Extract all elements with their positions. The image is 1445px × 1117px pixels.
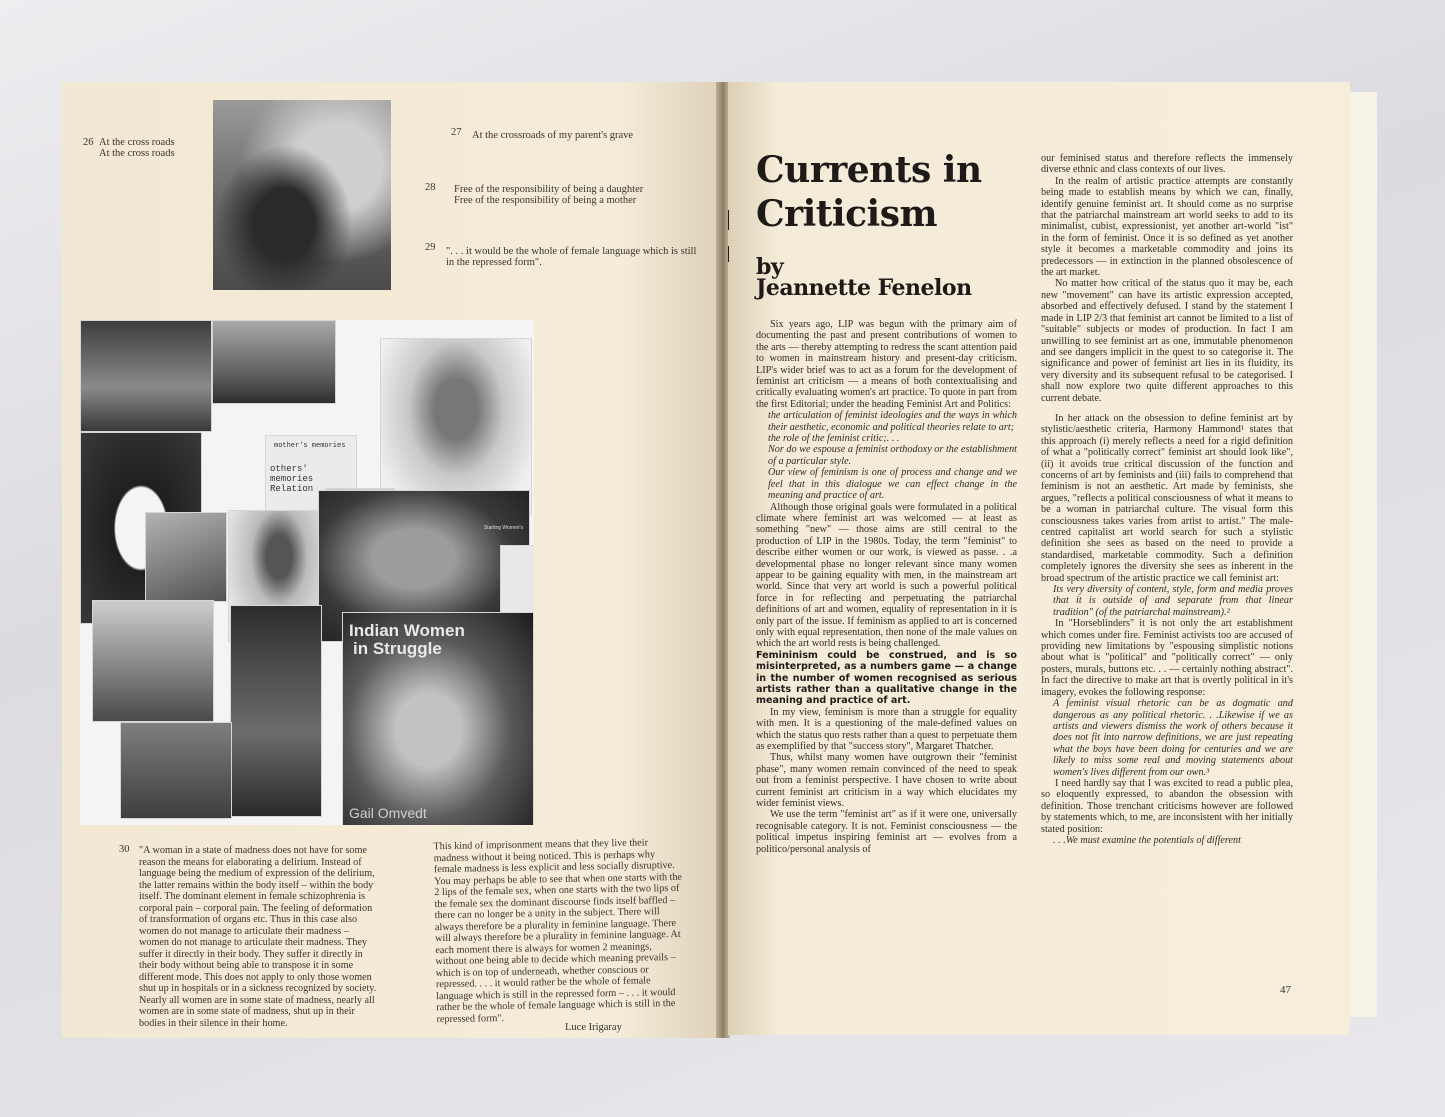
article-column-2 — [1041, 153, 1293, 846]
article-column-1 — [756, 319, 1017, 855]
byline-author: Jeannette Fenelon — [756, 275, 972, 301]
italic-quote: A feminist visual rhetoric can be as dogmatic and dangerous as any political rhetoric. . .Likewise if we as artists and viewers dismiss the work of others because it does not fit into narrow definitions, we are just repeating what the boys have been doing for centuries and we are likely to miss some real and moving statements about women's lives different from our own.³ — [1053, 698, 1293, 778]
collage-photo-window — [92, 600, 214, 722]
quote-number: 30 — [119, 844, 130, 855]
caption-line: ". . . it would be the whole of female language which is still — [446, 246, 697, 257]
paragraph: No matter how critical of the status quo it may be, each new "movement" can have its artistic expression accepted, absorbed and effectively defused. I stand by the statement I made in LIP 2/3 that feminist art cannot be limited to a list of "suitable" subjects or modes of production. In fact I am unwilling to see feminist art as one, immutable phenomenon and see dangers implicit in the quest to so categorise it. The significance and power of feminist art lies in its fluidity, its very diversity and its subsequent refusal to be categorised. I shall now explore two quite different approaches to this current debate. — [1041, 278, 1293, 404]
page-number: 47 — [1280, 984, 1291, 996]
right-page — [728, 82, 1350, 1035]
caption-29 — [446, 246, 696, 268]
show-through-mark — [728, 210, 729, 230]
caption-line: in the repressed form". — [446, 257, 542, 268]
italic-quote: Nor do we espouse a feminist orthodoxy or the establishment of a particular style. — [768, 444, 1017, 467]
collage-text: Starting Women's — [483, 525, 523, 531]
caption-line: At the crossroads of my parent's grave — [472, 130, 634, 141]
italic-quote: . . .We must examine the potentials of different — [1053, 834, 1241, 846]
collage-text: Gail Omvedt — [349, 805, 427, 821]
collage-painting — [145, 512, 227, 602]
collage-drawing-couple — [380, 338, 532, 515]
caption-line: Free of the responsibility of being a daughter — [454, 184, 644, 195]
attribution: Luce Irigaray — [565, 1022, 622, 1033]
quote-30-part2: This kind of imprisonment means that they live their madness without it being noticed. This is perhaps why female madness is less explicit and less socially disruptive. You may perhaps be able to see that when one starts with the 2 lips of the female sex, when one starts with the two lips of the female sex the dominant discourse finds itself baffled – there can no longer be a unity in the subject. There will always therefore be a plurality in feminine language. There will always therefore be a plurality in feminine language. At each moment there is always for women 2 meanings, without one being able to decide which meaning prevails – which is on top of underneath, whether conscious or repressed. . . . it would rather be the whole of female language which is still in the repressed form – . . . it would rather be the whole of female language which is still in the repressed form". — [433, 837, 683, 1025]
paragraph: our feminised status and therefore reflects the immensely diverse ethnic and class contexts of our lives. — [1041, 153, 1293, 176]
caption-28 — [454, 184, 643, 206]
paragraph: Six years ago, LIP was begun with the primary aim of documenting the past and present contributions of women to the arts — thereby attempting to redress the scant attention paid to women in mainstream history and present-day criticism. LIP's wider brief was to act as a forum for the development of feminist art criticism — a means of both contextualising and critically evaluating women's art practice. To quote in part from the first Editorial; under the heading Feminist Art and Politics: — [756, 319, 1017, 410]
caption-line: Free of the responsibility of being a mother — [454, 195, 637, 206]
photo-collage — [80, 320, 534, 825]
caption-number: 27 — [451, 127, 462, 138]
quote-30-part1: "A woman in a state of madness does not have for some reason the means for elaborating a delirium. Instead of language being the medium of expression of the delirium, the latter remains within the body itself – within the body itself. The dominant element in female schizophrenia is corporal pain – corporal pain. The feeling of deformation of transformation of organs etc. Thus in this case also women do not manage to articulate their madness – women do not manage to articulate their madness. They suffer it directly in their body. They suffer it directly in their body without being able to transpose it in some different mode. This does not apply to only those women shut up in hospitals or in a sickness recognized by society. Nearly all women are in some state of madness, nearly all women are in some state of madness, shut up in their bodies in their silence in their home. — [139, 845, 377, 1029]
paragraph: Thus, whilst many women have outgrown their "feminist phase", many women remain convinced of the need to speak out from a feminist perspective. I have chosen to write about current feminist art criticism in a way which elucidates my wider feminist views. — [756, 752, 1017, 810]
show-through-mark — [728, 246, 729, 262]
italic-quote: Its very diversity of content, style, form and media proves that it is outside of and separate from that linear tradition" (of the patriarchal mainstream).² — [1053, 584, 1293, 618]
italic-quote: the role of the feminist critic;. . . — [768, 433, 900, 445]
paragraph: In her attack on the obsession to define feminist art by stylistic/aesthetic criteria, Harmony Hammond¹ states that this approach (i) merely reflects a need for a rigid definition of what a "politically correct" feminist art should look like", (ii) it avoids true critical discussion of the function and concerns of art by feminists and (iii) fails to comprehend that feminism is not an aesthetic. Art made by feminists, she argues, "reflects a political consciousness of what it means to be a woman in patriarchal culture. The visual form this consciousness takes varies from artist to artist." The male-centred capitalist art world search for such a stylistic definition she sees as based on the need to provide a standardised, marketable commodity. Such a definition completely ignores the diversity she sees as inherent in the broad spectrum of the artistic practice we call feminist art: — [1041, 412, 1293, 584]
photo-crossroads-figures — [213, 100, 391, 290]
pull-quote: Femininism could be construed, and is so misinterpreted, as a numbers game — a change in the number of women recognised as serious artists rather than a qualitative change in the meaning and practice of art. — [756, 649, 1017, 707]
caption-26 — [99, 137, 175, 159]
page-stack-edge — [1348, 92, 1377, 1017]
left-page — [62, 82, 717, 1038]
caption-27 — [472, 130, 633, 141]
caption-number: 29 — [425, 242, 436, 253]
italic-quote: Our view of feminism is one of process and change and we feel that in this dialogue we can effect change in the meaning and practice of art. — [768, 467, 1017, 502]
paragraph: In my view, feminism is more than a struggle for equality with men. It is a questioning of the male-defined values on which the status quo rests rather than a quest to perpetuate them as exemplified by that "success story", Margaret Thatcher. — [756, 706, 1017, 753]
byline-by: by — [756, 254, 784, 280]
collage-photo-street — [212, 320, 336, 404]
caption-number: 28 — [425, 182, 436, 193]
collage-text: others' memories Relation — [270, 464, 314, 494]
collage-text: mother's memories — [274, 442, 346, 450]
article-title-line2: Criticism — [756, 193, 938, 235]
paragraph: We use the term "feminist art" as if it were one, universally recognisable category. It is not. Feminist consciousness — the political impetus inspiring feminist art — evolves from a politico/personal analysis of — [756, 809, 1017, 855]
caption-line: At the cross roads — [99, 137, 175, 148]
paragraph: In the realm of artistic practice attempts are constantly being made to establish means by which we can, finally, identify genuine feminist art. It should come as no surprise that the patriarchal mainstream art world seeks to add to its minimalist, cubist, expressionist, yet another art-world "ist" in the form of feminist. Once it is so defined as yet another style it becomes a marketable commodity and joins its predecessors — in extinction in the planned obsolescence of the art market. — [1041, 175, 1293, 279]
collage-drawing-interior — [230, 605, 322, 817]
paragraph: I need hardly say that I was excited to read a public plea, so eloquently expressed, to abandon the obsession with definition. Those trenchant criticisms however are followed by statements which, to me, are inconsistent with her initially stated position: — [1041, 777, 1293, 835]
collage-photo-landscape — [120, 722, 232, 819]
article-title-line1: Currents in — [756, 149, 982, 191]
paragraph: In "Horseblinders" it is not only the art establishment which comes under fire. Feminist activists too are accused of providing new limitations by "espousing simplistic notions about what is "political" and "politically correct" — only posters, murals, buttons etc. . . — certainly nothing abstract". In fact the directive to make art that is overtly political in it's imagery, evokes the following response: — [1041, 618, 1293, 698]
collage-photo-water — [80, 320, 212, 432]
caption-line: At the cross roads — [99, 148, 175, 159]
collage-text: in Struggle — [353, 639, 442, 658]
italic-quote: the articulation of feminist ideologies and the ways in which their aesthetic, economic and political theories relate to art; — [768, 410, 1017, 433]
collage-photo-protest — [342, 612, 534, 825]
paragraph: Although those original goals were formulated in a political climate where feminist art was welcomed — at least as something "new" — those aims are still central to the production of LIP in the 1980s. Today, the term "feminist" to describe either women or our work, is viewed as passe. . .a developmental phase no longer relevant since many women appear to be gaining equality with men, in the mainstream art world. Since that very art world is such a powerful political force in for reflecting and perpetuating the patriarchal definitions of art and women, equality of representation in it is only part of the issue. If feminism as applied to art is concerned only with equal representation, then none of the male values on which the art world rests is being challenged. — [756, 501, 1017, 650]
collage-text: Indian Women — [349, 621, 465, 640]
caption-number: 26 — [83, 137, 94, 148]
